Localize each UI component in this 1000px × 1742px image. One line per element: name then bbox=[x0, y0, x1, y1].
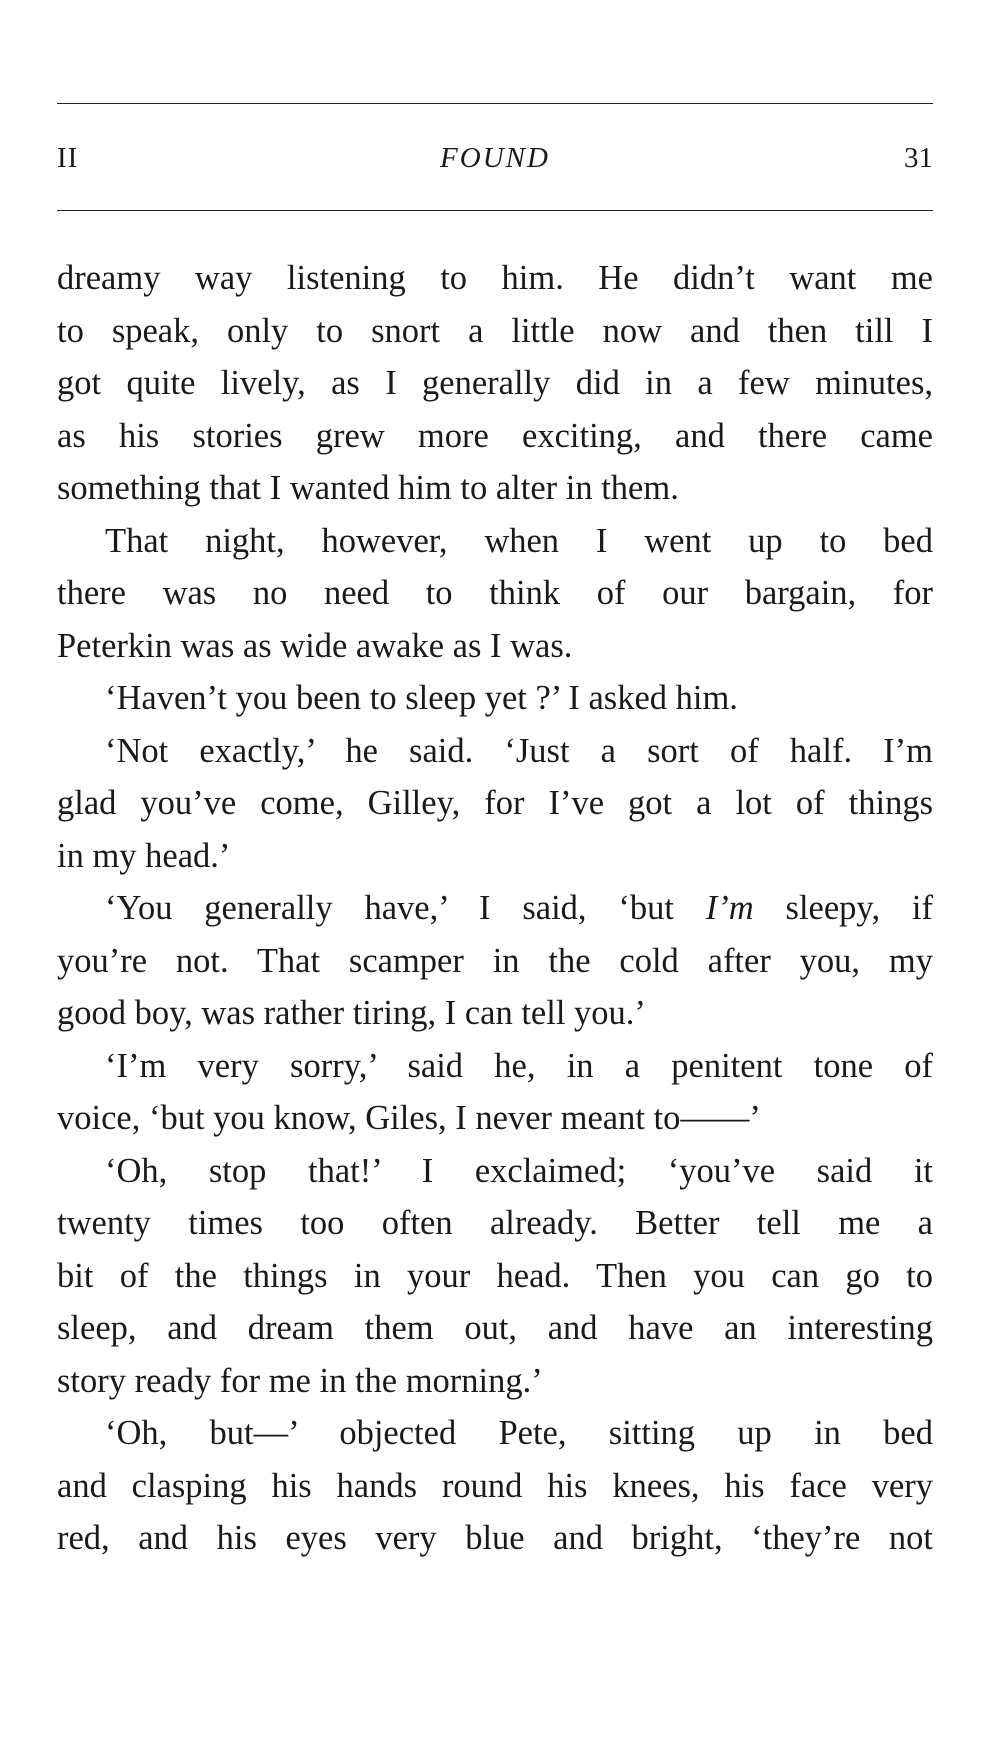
text-line: something that I wanted him to alter in them. bbox=[57, 469, 679, 507]
text-line: and clasping his hands round his knees, his face very bbox=[57, 1466, 933, 1505]
text-line: sleep, and dream them out, and have an interesting bbox=[57, 1309, 933, 1347]
page-number: 31 bbox=[904, 142, 933, 174]
text-line: dreamy way listening to him. He didn’t want me bbox=[57, 259, 933, 297]
text-segment: sleepy, if bbox=[753, 889, 933, 927]
text-line: good boy, was rather tiring, I can tell you.’ bbox=[57, 994, 646, 1032]
text-line: ‘Haven’t you been to sleep yet ?’ I asked him. bbox=[105, 679, 738, 717]
text-line: you’re not. That scamper in the cold after you, my bbox=[57, 941, 933, 980]
text-line: twenty times too often already. Better tell me a bbox=[57, 1204, 933, 1242]
text-line-mixed bbox=[57, 882, 933, 935]
header-bottom-rule bbox=[57, 210, 933, 211]
italic-emphasis: I’m bbox=[705, 889, 754, 927]
text-line: there was no need to think of our bargain, for bbox=[57, 574, 933, 612]
text-line: Peterkin was as wide awake as I was. bbox=[57, 626, 573, 665]
running-title: FOUND bbox=[440, 142, 550, 174]
text-line: in my head.’ bbox=[57, 836, 231, 875]
text-line: ‘I’m very sorry,’ said he, in a penitent tone of bbox=[105, 1046, 933, 1085]
text-line: voice, ‘but you know, Giles, I never meant to——’ bbox=[57, 1099, 761, 1137]
text-line: red, and his eyes very blue and bright, ‘they’re not bbox=[57, 1519, 933, 1557]
text-line: bit of the things in your head. Then you can go to bbox=[57, 1256, 933, 1295]
body-text bbox=[57, 252, 933, 1565]
text-line: ‘Not exactly,’ he said. ‘Just a sort of half. I’m bbox=[105, 731, 933, 770]
text-line: That night, however, when I went up to bed bbox=[105, 521, 933, 560]
text-line: to speak, only to snort a little now and then till I bbox=[57, 311, 933, 350]
text-line: as his stories grew more exciting, and there came bbox=[57, 416, 933, 455]
text-line: got quite lively, as I generally did in a few minutes, bbox=[57, 364, 933, 402]
text-segment: ‘You generally have,’ I said, ‘but bbox=[105, 889, 706, 927]
text-line: glad you’ve come, Gilley, for I’ve got a lot of things bbox=[57, 784, 933, 822]
header-top-rule bbox=[57, 103, 933, 104]
text-line: ‘Oh, but—’ objected Pete, sitting up in bed bbox=[105, 1414, 933, 1452]
text-line: ‘Oh, stop that!’ I exclaimed; ‘you’ve said it bbox=[105, 1151, 933, 1190]
running-head bbox=[57, 138, 933, 178]
book-page bbox=[57, 0, 933, 1742]
chapter-number: II bbox=[57, 142, 79, 174]
text-line: story ready for me in the morning.’ bbox=[57, 1361, 543, 1400]
